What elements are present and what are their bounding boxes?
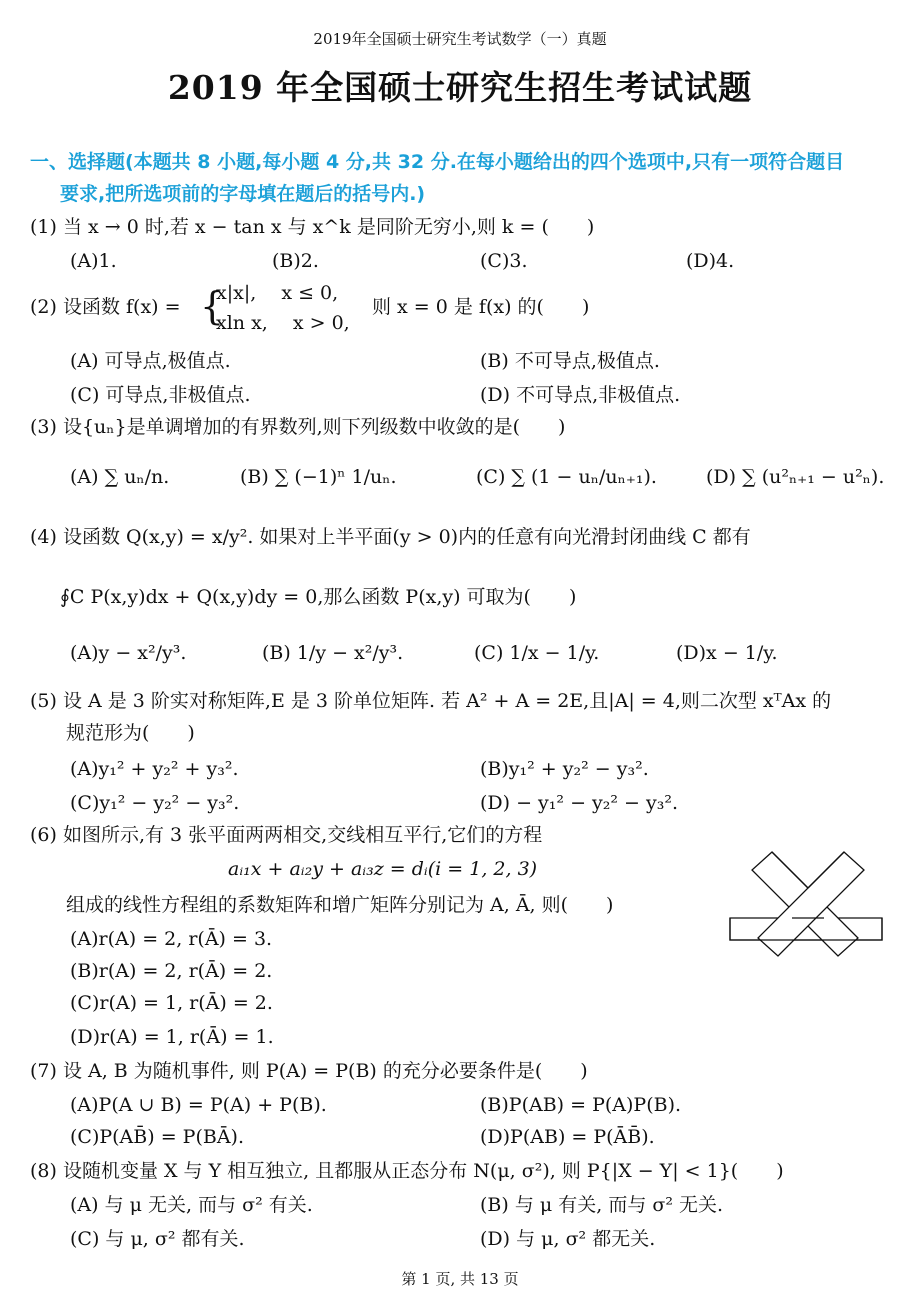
q3-option-a: (A) ∑ uₙ/n. bbox=[70, 466, 170, 488]
q2-option-a: (A) 可导点,极值点. bbox=[70, 350, 231, 372]
q2-brace: { bbox=[200, 284, 225, 328]
q6-option-b: (B)r(A) = 2, r(Ā) = 2. bbox=[70, 960, 273, 982]
q8-stem: (8) 设随机变量 X 与 Y 相互独立, 且都服从正态分布 N(μ, σ²), 则 P{|X − Y| < 1}( ) bbox=[30, 1160, 784, 1182]
q4-stem-2: ∮C P(x,y)dx + Q(x,y)dy = 0,那么函数 P(x,y) 可取为( ) bbox=[60, 586, 577, 608]
q6-option-a: (A)r(A) = 2, r(Ā) = 3. bbox=[70, 928, 273, 950]
q3-option-d: (D) ∑ (u²ₙ₊₁ − u²ₙ). bbox=[706, 466, 885, 488]
q1-option-a: (A)1. bbox=[70, 250, 117, 272]
q8-option-b: (B) 与 μ 有关, 而与 σ² 无关. bbox=[480, 1194, 724, 1216]
q6-option-d: (D)r(A) = 1, r(Ā) = 1. bbox=[70, 1026, 274, 1048]
q6-equation: aᵢ₁x + aᵢ₂y + aᵢ₃z = dᵢ(i = 1, 2, 3) bbox=[228, 858, 538, 880]
q4-option-a: (A)y − x²/y³. bbox=[70, 642, 187, 664]
q7-option-d: (D)P(AB) = P(ĀB̄). bbox=[480, 1126, 655, 1148]
q4-option-d: (D)x − 1/y. bbox=[676, 642, 778, 664]
q5-option-d: (D) − y₁² − y₂² − y₃². bbox=[480, 792, 678, 814]
q2-option-d: (D) 不可导点,非极值点. bbox=[480, 384, 681, 406]
three-planes-figure bbox=[726, 848, 886, 964]
q3-stem: (3) 设{uₙ}是单调增加的有界数列,则下列级数中收敛的是( ) bbox=[30, 416, 566, 438]
q3-option-b: (B) ∑ (−1)ⁿ 1/uₙ. bbox=[240, 466, 397, 488]
q4-option-c: (C) 1/x − 1/y. bbox=[474, 642, 600, 664]
q2-stem-b: 则 x = 0 是 f(x) 的( ) bbox=[372, 296, 590, 318]
page-title: 2019 年全国硕士研究生招生考试试题 bbox=[167, 68, 753, 107]
q5-stem-2: 规范形为( ) bbox=[66, 722, 195, 744]
q8-option-a: (A) 与 μ 无关, 而与 σ² 有关. bbox=[70, 1194, 313, 1216]
q5-option-b: (B)y₁² + y₂² − y₃². bbox=[480, 758, 649, 780]
q1-option-d: (D)4. bbox=[686, 250, 735, 272]
q6-stem-2: 组成的线性方程组的系数矩阵和增广矩阵分别记为 A, Ā, 则( ) bbox=[66, 894, 614, 916]
q2-case-1: x|x|, x ≤ 0, bbox=[216, 282, 339, 304]
section-line-2: 要求,把所选项前的字母填在题后的括号内.) bbox=[60, 183, 426, 205]
q2-stem-a: (2) 设函数 f(x) = bbox=[30, 296, 181, 318]
q7-option-b: (B)P(AB) = P(A)P(B). bbox=[480, 1094, 682, 1116]
q7-option-a: (A)P(A ∪ B) = P(A) + P(B). bbox=[70, 1094, 327, 1116]
q1-option-b: (B)2. bbox=[272, 250, 319, 272]
q1-stem: (1) 当 x → 0 时,若 x − tan x 与 x^k 是同阶无穷小,则 k = ( ) bbox=[30, 216, 595, 238]
q5-stem-1: (5) 设 A 是 3 阶实对称矩阵,E 是 3 阶单位矩阵. 若 A² + A = 2E,且|A| = 4,则二次型 xᵀAx 的 bbox=[30, 690, 832, 712]
section-line-1: 一、选择题(本题共 8 小题,每小题 4 分,共 32 分.在每小题给出的四个选项中,只有一项符合题目 bbox=[30, 151, 845, 173]
q5-option-a: (A)y₁² + y₂² + y₃². bbox=[70, 758, 239, 780]
page-header: 2019年全国硕士研究生考试数学（一）真题 bbox=[313, 30, 607, 48]
q1-option-c: (C)3. bbox=[480, 250, 528, 272]
q8-option-c: (C) 与 μ, σ² 都有关. bbox=[70, 1228, 245, 1250]
page-footer: 第 1 页, 共 13 页 bbox=[401, 1270, 519, 1288]
q2-case-2: xln x, x > 0, bbox=[216, 312, 350, 334]
q2-option-b: (B) 不可导点,极值点. bbox=[480, 350, 660, 372]
q2-option-c: (C) 可导点,非极值点. bbox=[70, 384, 251, 406]
q4-stem-1: (4) 设函数 Q(x,y) = x/y². 如果对上半平面(y > 0)内的任意有向光滑封闭曲线 C 都有 bbox=[30, 526, 751, 548]
q3-option-c: (C) ∑ (1 − uₙ/uₙ₊₁). bbox=[476, 466, 657, 488]
q4-option-b: (B) 1/y − x²/y³. bbox=[262, 642, 404, 664]
section-heading bbox=[30, 146, 892, 210]
q5-option-c: (C)y₁² − y₂² − y₃². bbox=[70, 792, 240, 814]
q7-option-c: (C)P(AB̄) = P(BĀ). bbox=[70, 1126, 244, 1148]
q8-option-d: (D) 与 μ, σ² 都无关. bbox=[480, 1228, 656, 1250]
q6-stem-1: (6) 如图所示,有 3 张平面两两相交,交线相互平行,它们的方程 bbox=[30, 824, 543, 846]
q7-stem: (7) 设 A, B 为随机事件, 则 P(A) = P(B) 的充分必要条件是( ) bbox=[30, 1060, 588, 1082]
q6-option-c: (C)r(A) = 1, r(Ā) = 2. bbox=[70, 992, 273, 1014]
